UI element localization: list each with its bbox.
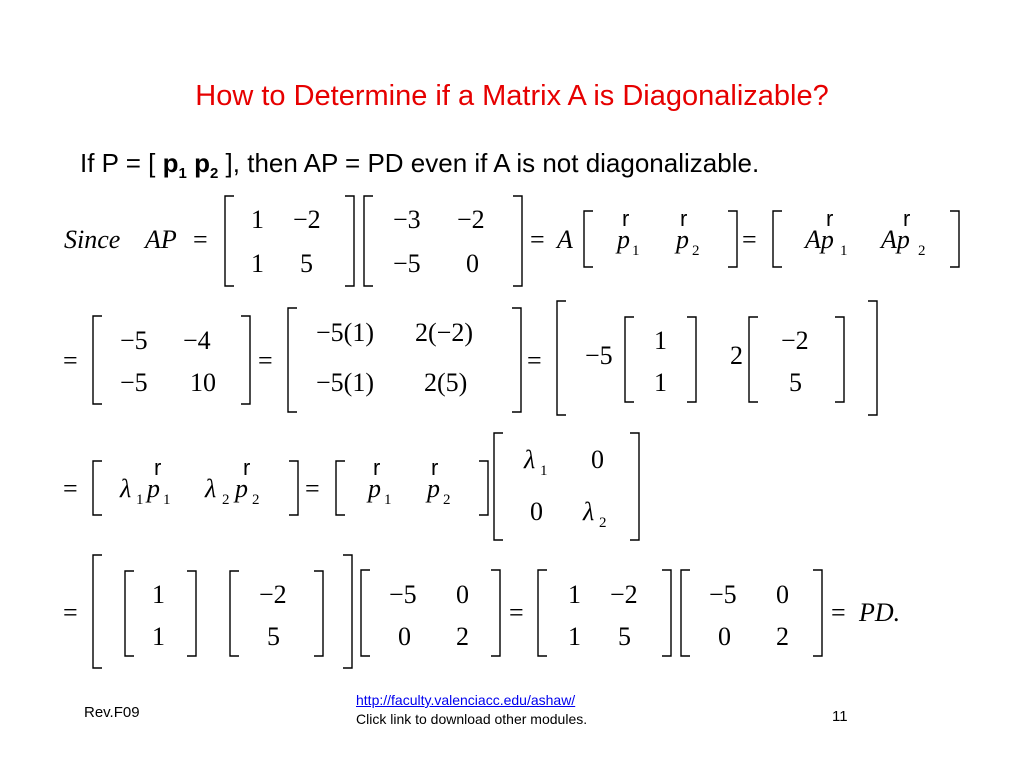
- matrix-p-11: 1: [568, 580, 581, 609]
- bracket-left: [557, 301, 566, 415]
- pd-symbol: PD.: [859, 598, 901, 627]
- subscript-1: 1: [632, 243, 640, 259]
- bracket-left: [494, 433, 503, 540]
- vector-2-top: −2: [259, 580, 287, 609]
- bracket-left: [93, 555, 102, 668]
- intro-p1: p: [162, 148, 179, 178]
- subscript-1: 1: [540, 463, 548, 479]
- equation-row-3: [63, 433, 639, 540]
- lambda-symbol: λ: [120, 474, 132, 503]
- download-note: Click link to download other modules.: [356, 711, 588, 727]
- vector-mark: r: [373, 455, 381, 480]
- p-symbol: p: [617, 225, 630, 254]
- matrix-ap-22: 10: [190, 368, 216, 397]
- matrix-a-symbol: A: [557, 225, 573, 254]
- vector-mark: r: [622, 206, 630, 231]
- p-symbol: p: [235, 474, 248, 503]
- subscript-1: 1: [840, 243, 848, 259]
- intro-p1-sub: 1: [178, 165, 187, 183]
- bracket-right: [479, 461, 488, 515]
- bracket-right: [813, 570, 822, 656]
- matrix-d-12: 0: [776, 580, 789, 609]
- bracket-left: [125, 571, 134, 656]
- matrix-expanded-21: −5(1): [316, 368, 374, 397]
- bracket-right: [491, 570, 500, 656]
- matrix-expanded-11: −5(1): [316, 318, 374, 347]
- bracket-right: [687, 317, 696, 402]
- intro-p2: p: [194, 148, 210, 178]
- subscript-2: 2: [692, 243, 700, 259]
- equals-sign: =: [509, 598, 524, 627]
- vector-mark: r: [680, 206, 688, 231]
- subscript-2: 2: [918, 243, 926, 259]
- bracket-right: [512, 308, 521, 412]
- p-symbol: p: [147, 474, 160, 503]
- vector-2-bottom: 5: [267, 622, 280, 651]
- bracket-left: [584, 211, 593, 267]
- equals-sign: =: [63, 346, 78, 375]
- slide-title: How to Determine if a Matrix A is Diagonalizable?: [195, 80, 829, 112]
- bracket-left: [681, 570, 690, 656]
- matrix-p-11: −3: [393, 205, 421, 234]
- equals-sign: =: [63, 474, 78, 503]
- bracket-left: [230, 571, 239, 656]
- vector-1-bottom: 1: [654, 368, 667, 397]
- ap-symbol: Ap: [881, 225, 910, 254]
- vector-2-bottom: 5: [789, 368, 802, 397]
- subscript-2: 2: [443, 492, 451, 508]
- matrix-p-21: 1: [568, 622, 581, 651]
- intro-tail: ], then AP = PD even if A is not diagonalizable.: [218, 148, 760, 178]
- bracket-right: [868, 301, 877, 415]
- p-symbol: p: [676, 225, 689, 254]
- subscript-2: 2: [252, 492, 260, 508]
- equals-sign: =: [831, 598, 846, 627]
- bracket-left: [538, 570, 547, 656]
- bracket-right: [513, 196, 522, 286]
- intro-lead: If P = [: [80, 148, 163, 178]
- bracket-left: [361, 570, 370, 656]
- subscript-2: 2: [599, 515, 607, 531]
- matrix-d-zero: 0: [530, 497, 543, 526]
- bracket-left: [93, 461, 102, 515]
- lambda-symbol: λ: [583, 497, 595, 526]
- vector-mark: r: [903, 206, 911, 231]
- vector-1-top: 1: [654, 326, 667, 355]
- equals-sign: =: [742, 225, 757, 254]
- equals-sign: =: [258, 346, 273, 375]
- equals-sign: =: [193, 225, 208, 254]
- matrix-p-21: −5: [393, 249, 421, 278]
- bracket-right: [345, 196, 354, 286]
- matrix-ap-11: −5: [120, 326, 148, 355]
- subscript-2: 2: [222, 492, 230, 508]
- matrix-d-zero: 0: [591, 445, 604, 474]
- bracket-right: [187, 571, 196, 656]
- matrix-d-11: −5: [709, 580, 737, 609]
- bracket-left: [225, 196, 234, 286]
- vector-1-bottom: 1: [152, 622, 165, 651]
- matrix-d-11: −5: [389, 580, 417, 609]
- vector-1-top: 1: [152, 580, 165, 609]
- scalar-neg5: −5: [585, 341, 613, 370]
- equals-sign: =: [305, 474, 320, 503]
- bracket-left: [93, 316, 102, 404]
- equation-row-1: [64, 196, 959, 286]
- bracket-left: [336, 461, 345, 515]
- matrix-a-22: 5: [300, 249, 313, 278]
- subscript-1: 1: [384, 492, 392, 508]
- bracket-left: [625, 317, 634, 402]
- matrix-a-11: 1: [251, 205, 264, 234]
- matrix-p-12: −2: [457, 205, 485, 234]
- vector-mark: r: [431, 455, 439, 480]
- ap-symbol: Ap: [805, 225, 834, 254]
- p-symbol: p: [427, 474, 440, 503]
- matrix-ap-12: −4: [183, 326, 211, 355]
- bracket-right: [289, 461, 298, 515]
- matrix-a-12: −2: [293, 205, 321, 234]
- equals-sign: =: [530, 225, 545, 254]
- subscript-1: 1: [163, 492, 171, 508]
- lambda-symbol: λ: [524, 445, 536, 474]
- bracket-left: [288, 308, 297, 412]
- bracket-left: [773, 211, 782, 267]
- matrix-d-22: 2: [776, 622, 789, 651]
- page-number: 11: [832, 708, 848, 725]
- equals-sign: =: [63, 598, 78, 627]
- intro-p2-sub: 2: [209, 165, 219, 183]
- bracket-right: [314, 571, 323, 656]
- bracket-right: [343, 555, 352, 668]
- ap-label: AP: [145, 225, 177, 254]
- since-label: Since: [64, 225, 121, 254]
- bracket-left: [364, 196, 373, 286]
- equation-row-4: [63, 555, 900, 668]
- matrix-expanded-12: 2(−2): [415, 318, 473, 347]
- revision-label: Rev.F09: [84, 704, 140, 721]
- vector-2-top: −2: [781, 326, 809, 355]
- matrix-d-22: 2: [456, 622, 469, 651]
- matrix-p-12: −2: [610, 580, 638, 609]
- matrix-d-12: 0: [456, 580, 469, 609]
- vector-mark: r: [826, 206, 834, 231]
- bracket-right: [835, 317, 844, 402]
- matrix-a-21: 1: [251, 249, 264, 278]
- vector-mark: r: [154, 455, 162, 480]
- matrix-expanded-22: 2(5): [424, 368, 468, 397]
- matrix-ap-21: −5: [120, 368, 148, 397]
- matrix-d-21: 0: [398, 622, 411, 651]
- bracket-right: [728, 211, 737, 267]
- lambda-symbol: λ: [205, 474, 217, 503]
- matrix-p-22: 0: [466, 249, 479, 278]
- matrix-d-21: 0: [718, 622, 731, 651]
- scalar-2: 2: [730, 341, 743, 370]
- equals-sign: =: [527, 346, 542, 375]
- subscript-1: 1: [136, 492, 144, 508]
- bracket-right: [950, 211, 959, 267]
- vector-mark: r: [243, 455, 251, 480]
- bracket-right: [630, 433, 639, 540]
- bracket-right: [241, 316, 250, 404]
- bracket-right: [662, 570, 671, 656]
- equation-row-2: [63, 301, 877, 415]
- matrix-p-22: 5: [618, 622, 631, 651]
- download-link[interactable]: http://faculty.valenciacc.edu/ashaw/: [356, 692, 576, 708]
- bracket-left: [749, 317, 758, 402]
- p-symbol: p: [368, 474, 381, 503]
